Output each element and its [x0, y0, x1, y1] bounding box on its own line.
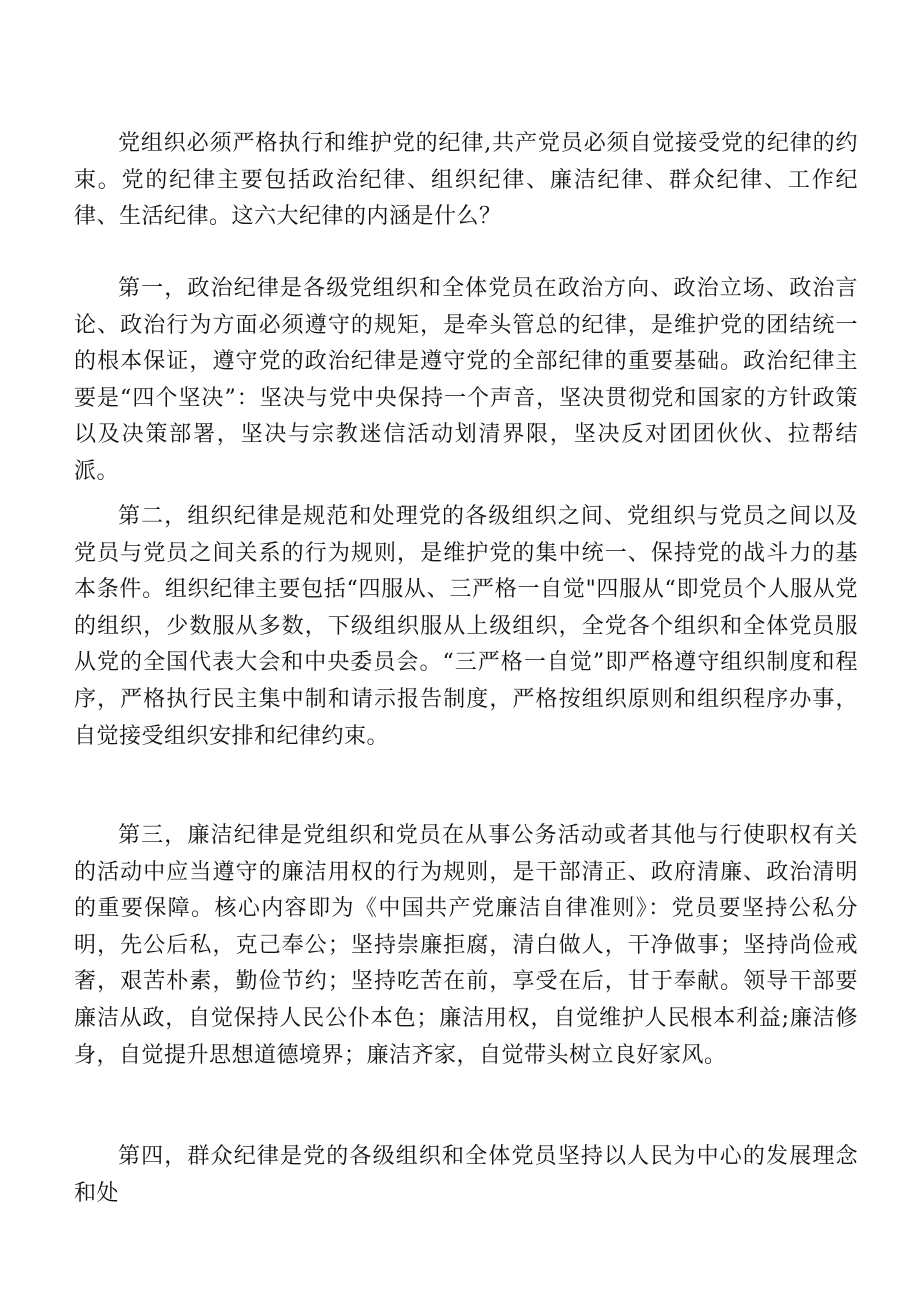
paragraph-political-discipline: 第一，政治纪律是各级党组织和全体党员在政治方向、政治立场、政治言论、政治行为方面必须遵守的规矩，是牵头管总的纪律，是维护党的团结统一的根本保证，遵守党的政治纪律是遵守党的全部纪律的重要基础。政治纪律主要是“四个坚决”：坚决与党中央保持一个声音，坚决贯彻党和国家的方针政策以及决策部署，坚决与宗教迷信活动划清界限，坚决反对团团伙伙、拉帮结派。 — [74, 276, 858, 484]
paragraph-mass-discipline: 第四，群众纪律是党的各级组织和全体党员坚持以人民为中心的发展理念和处 — [74, 1144, 858, 1206]
paragraph-intro: 党组织必须严格执行和维护党的纪律,共产党员必须自觉接受党的纪律的约束。党的纪律主要包括政治纪律、组织纪律、廉洁纪律、群众纪律、工作纪律、生活纪律。这六大纪律的内涵是什么？ — [74, 131, 858, 230]
paragraph-integrity-discipline: 第三，廉洁纪律是党组织和党员在从事公务活动或者其他与行使职权有关的活动中应当遵守的廉洁用权的行为规则，是干部清正、政府清廉、政治清明的重要保障。核心内容即为《中国共产党廉洁自律准则》：党员要坚持公私分明，先公后私，克己奉公；坚持崇廉拒腐，清白做人，干净做事；坚持尚俭戒奢，艰苦朴素，勤俭节约；坚持吃苦在前，享受在后，甘于奉献。领导干部要廉洁从政，自觉保持人民公仆本色；廉洁用权，自觉维护人民根本利益;廉洁修身，自觉提升思想道德境界；廉洁齐家，自觉带头树立良好家风。 — [74, 823, 858, 1068]
paragraph-organizational-discipline: 第二，组织纪律是规范和处理党的各级组织之间、党组织与党员之间以及党员与党员之间关系的行为规则，是维护党的集中统一、保持党的战斗力的基本条件。组织纪律主要包括“四服从、三严格一自觉"四服从“即党员个人服从党的组织，少数服从多数，下级组织服从上级组织，全党各个组织和全体党员服从党的全国代表大会和中央委员会。“三严格一自觉”即严格遵守组织制度和程序，严格执行民主集中制和请示报告制度，严格按组织原则和组织程序办事，自觉接受组织安排和纪律约束。 — [74, 504, 858, 749]
